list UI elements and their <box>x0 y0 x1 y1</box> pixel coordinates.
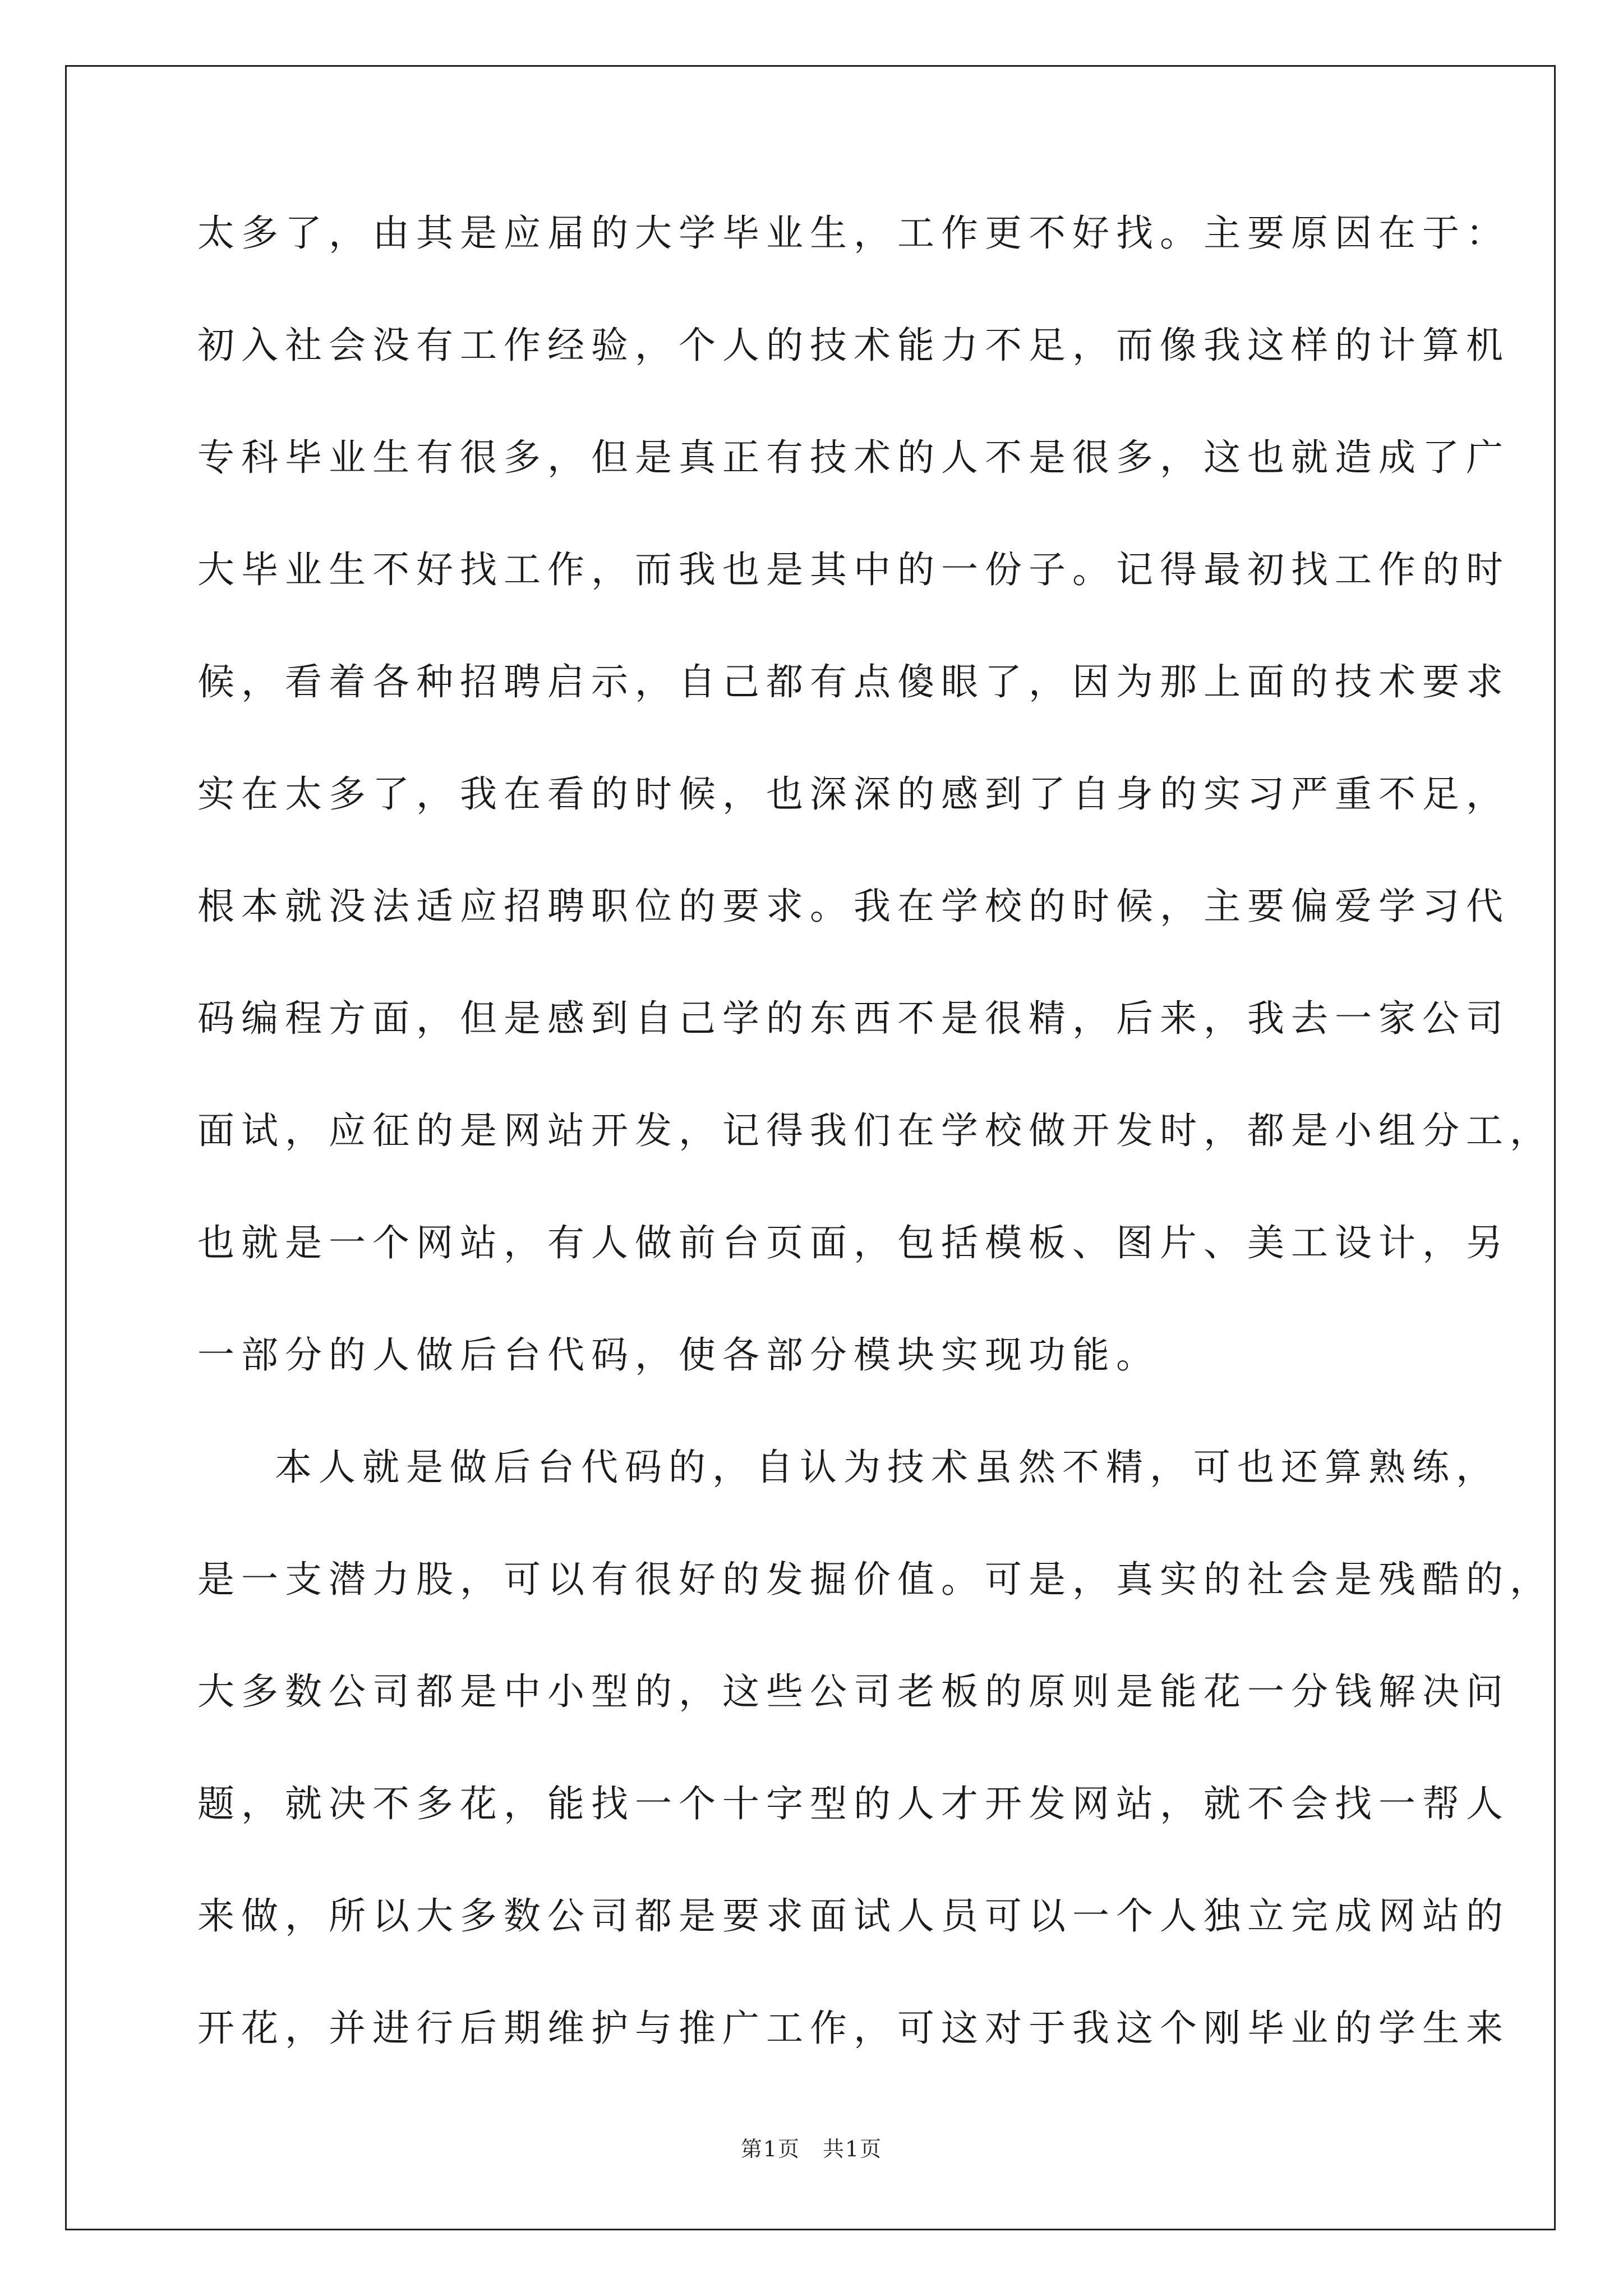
text-line-3: 专科毕业生有很多，但是真正有技术的人不是很多，这也就造成了广 <box>197 436 1510 479</box>
text-line-2: 初入社会没有工作经验，个人的技术能力不足，而像我这样的计算机 <box>197 324 1510 367</box>
text-line-16: 来做，所以大多数公司都是要求面试人员可以一个人独立完成网站的 <box>197 1894 1510 1938</box>
text-line-7: 根本就没法适应招聘职位的要求。我在学校的时候，主要偏爱学习代 <box>197 885 1510 928</box>
text-line-6: 实在太多了，我在看的时候，也深深的感到了自身的实习严重不足， <box>197 772 1510 816</box>
text-line-8: 码编程方面，但是感到自己学的东西不是很精，后来，我去一家公司 <box>197 997 1510 1040</box>
page-number-footer: 第1页 共1页 <box>740 2137 883 2161</box>
text-line-1: 太多了，由其是应届的大学毕业生，工作更不好找。主要原因在于： <box>197 211 1510 255</box>
text-line-13: 是一支潜力股，可以有很好的发掘价值。可是，真实的社会是残酷的， <box>197 1558 1553 1601</box>
text-line-10: 也就是一个网站，有人做前台页面，包括模板、图片、美工设计，另 <box>197 1221 1510 1264</box>
text-line-14: 大多数公司都是中小型的，这些公司老板的原则是能花一分钱解决问 <box>197 1670 1510 1713</box>
text-line-11: 一部分的人做后台代码，使各部分模块实现功能。 <box>197 1333 1160 1377</box>
text-line-5: 候，看着各种招聘启示，自己都有点傻眼了，因为那上面的技术要求 <box>197 660 1510 703</box>
text-line-17: 开花，并进行后期维护与推广工作，可这对于我这个刚毕业的学生来 <box>197 2007 1510 2050</box>
text-line-15: 题，就决不多花，能找一个十字型的人才开发网站，就不会找一帮人 <box>197 1782 1510 1825</box>
text-line-4: 大毕业生不好找工作，而我也是其中的一份子。记得最初找工作的时 <box>197 548 1510 591</box>
text-line-12: 本人就是做后台代码的，自认为技术虽然不精，可也还算熟练， <box>275 1446 1500 1489</box>
text-line-9: 面试，应征的是网站开发，记得我们在学校做开发时，都是小组分工， <box>197 1109 1553 1152</box>
